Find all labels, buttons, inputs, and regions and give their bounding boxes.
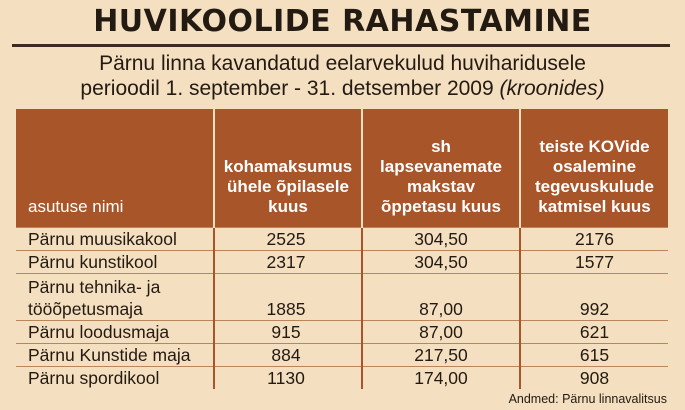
cell-parent-fee: 87,00: [362, 321, 520, 344]
subtitle-line-2: [0, 76, 685, 101]
header-cost-per-student: kohamaksumus ühele õpilasele kuus: [214, 109, 362, 228]
cell-parent-fee: 304,50: [362, 228, 520, 251]
cell-other-kov: 615: [520, 344, 668, 367]
cell-institution: Pärnu muusikakool: [16, 228, 214, 251]
cell-parent-fee: 217,50: [362, 344, 520, 367]
subtitle-period: perioodil 1. september - 31. detsember 2009: [80, 77, 494, 100]
source-note: Andmed: Pärnu linnavalitsus: [508, 392, 667, 406]
header-parent-fee: sh lapsevanemate makstav õppetasu kuus: [362, 109, 520, 228]
cell-other-kov: 992: [520, 274, 668, 321]
cell-institution: Pärnu tehnika- ja tööõpetusmaja: [16, 274, 214, 321]
table-row: [16, 228, 668, 251]
cell-parent-fee: 304,50: [362, 251, 520, 274]
table-row: [16, 251, 668, 274]
cell-cost: 915: [214, 321, 362, 344]
subtitle-line-1: Pärnu linna kavandatud eelarvekulud huviharidusele: [99, 52, 586, 75]
table-row: [16, 274, 668, 321]
table-header-row: [16, 109, 668, 228]
header-institution: asutuse nimi: [16, 109, 214, 228]
title-rule: [12, 44, 670, 47]
cell-cost: 1130: [214, 367, 362, 390]
funding-table: [16, 109, 668, 389]
cell-cost: 2525: [214, 228, 362, 251]
cell-institution: Pärnu loodusmaja: [16, 321, 214, 344]
subtitle: [0, 51, 685, 101]
funding-table-wrapper: [16, 109, 668, 389]
cell-parent-fee: 174,00: [362, 367, 520, 390]
cell-institution: Pärnu spordikool: [16, 367, 214, 390]
cell-cost: 884: [214, 344, 362, 367]
cell-cost: 2317: [214, 251, 362, 274]
cell-other-kov: 1577: [520, 251, 668, 274]
table-row: [16, 344, 668, 367]
cell-other-kov: 2176: [520, 228, 668, 251]
cell-other-kov: 621: [520, 321, 668, 344]
infographic-title: HUVIKOOLIDE RAHASTAMINE: [93, 4, 592, 39]
subtitle-unit: (kroonides): [499, 77, 605, 100]
cell-cost: 1885: [214, 274, 362, 321]
cell-other-kov: 908: [520, 367, 668, 390]
table-row: [16, 367, 668, 390]
header-other-municipalities: teiste KOVide osalemine tegevuskulude katmisel kuus: [520, 109, 668, 228]
cell-institution: Pärnu Kunstide maja: [16, 344, 214, 367]
cell-parent-fee: 87,00: [362, 274, 520, 321]
cell-institution: Pärnu kunstikool: [16, 251, 214, 274]
table-row: [16, 321, 668, 344]
